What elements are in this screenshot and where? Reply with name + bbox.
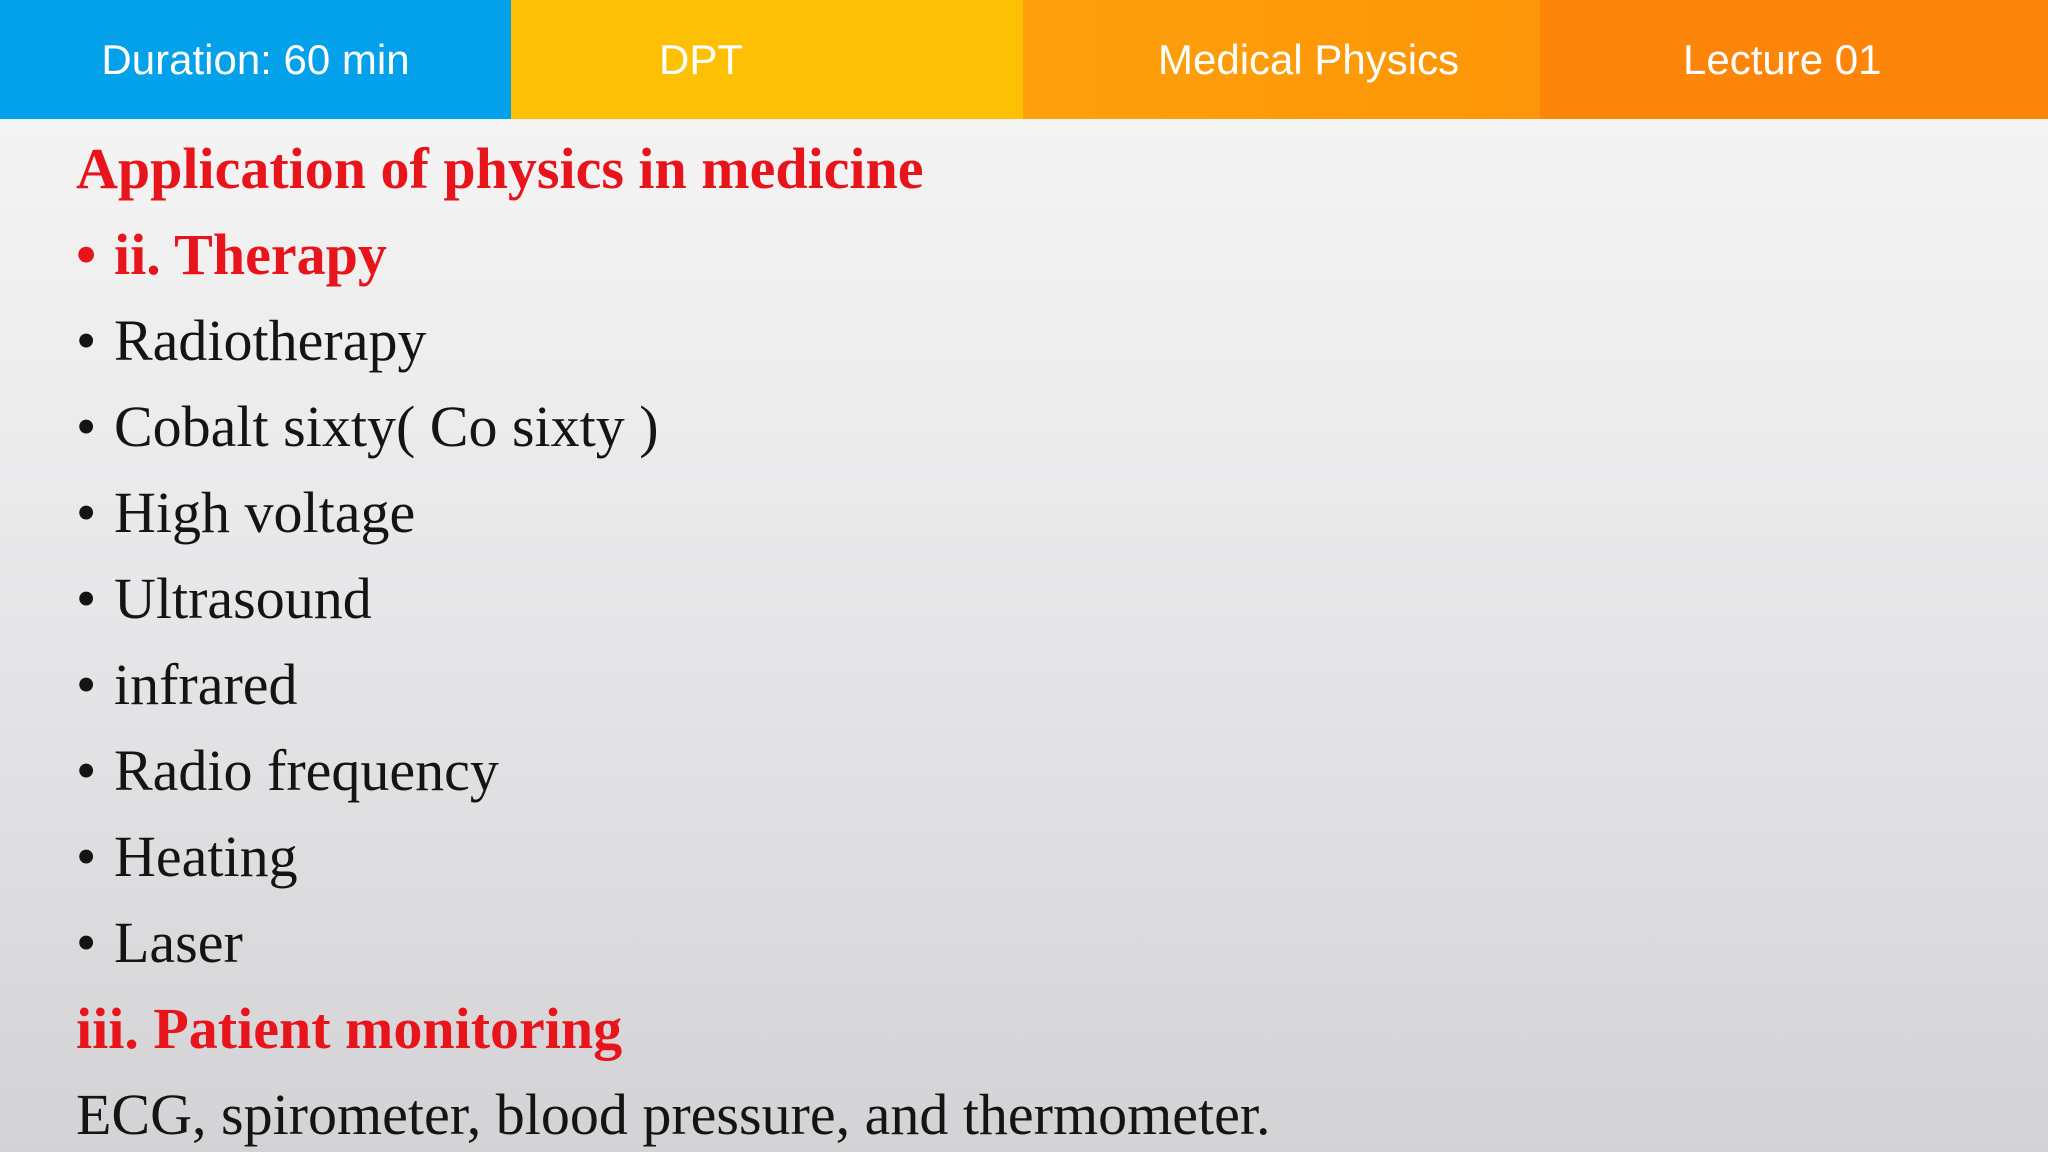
bullet-icon: • (76, 652, 97, 717)
list-item-text: Cobalt sixty( Co sixty ) (114, 394, 659, 459)
bullet-icon: • (76, 308, 97, 373)
bullet-icon: • (76, 824, 97, 889)
list-item-text: Radio frequency (114, 738, 499, 803)
list-item-text: infrared (114, 652, 298, 717)
header-duration-label: Duration: 60 min (101, 35, 410, 83)
bullet-icon: • (76, 566, 97, 631)
list-item-text: Heating (114, 824, 298, 889)
header-program (511, 0, 1023, 119)
list-item (76, 738, 499, 803)
header-duration (0, 0, 511, 119)
list-item (76, 910, 243, 975)
list-item (76, 566, 372, 631)
list-item-text: Ultrasound (114, 566, 372, 631)
list-item-text: Laser (114, 910, 243, 975)
list-item (76, 394, 659, 459)
header-program-label: DPT (659, 35, 743, 83)
header-course-label: Medical Physics (1158, 35, 1460, 83)
list-item (76, 652, 298, 717)
header-lecture (1540, 0, 2048, 119)
list-item (76, 824, 298, 889)
bullet-icon: • (76, 910, 97, 975)
therapy-heading (76, 222, 387, 287)
header-course (1023, 0, 1540, 119)
header-lecture-label: Lecture 01 (1683, 35, 1882, 83)
therapy-heading-text: ii. Therapy (114, 222, 387, 287)
list-item (76, 308, 427, 373)
bullet-icon: • (76, 222, 97, 287)
list-item-text: Radiotherapy (114, 308, 427, 373)
slide-title: Application of physics in medicine (76, 136, 924, 201)
list-item-text: High voltage (114, 480, 416, 545)
slide-header-bar (0, 0, 2048, 119)
bullet-icon: • (76, 738, 97, 803)
list-item (76, 480, 416, 545)
monitoring-text: ECG, spirometer, blood pressure, and thermometer. (76, 1082, 1271, 1147)
bullet-icon: • (76, 394, 97, 459)
monitoring-heading: iii. Patient monitoring (76, 996, 623, 1061)
bullet-icon: • (76, 480, 97, 545)
